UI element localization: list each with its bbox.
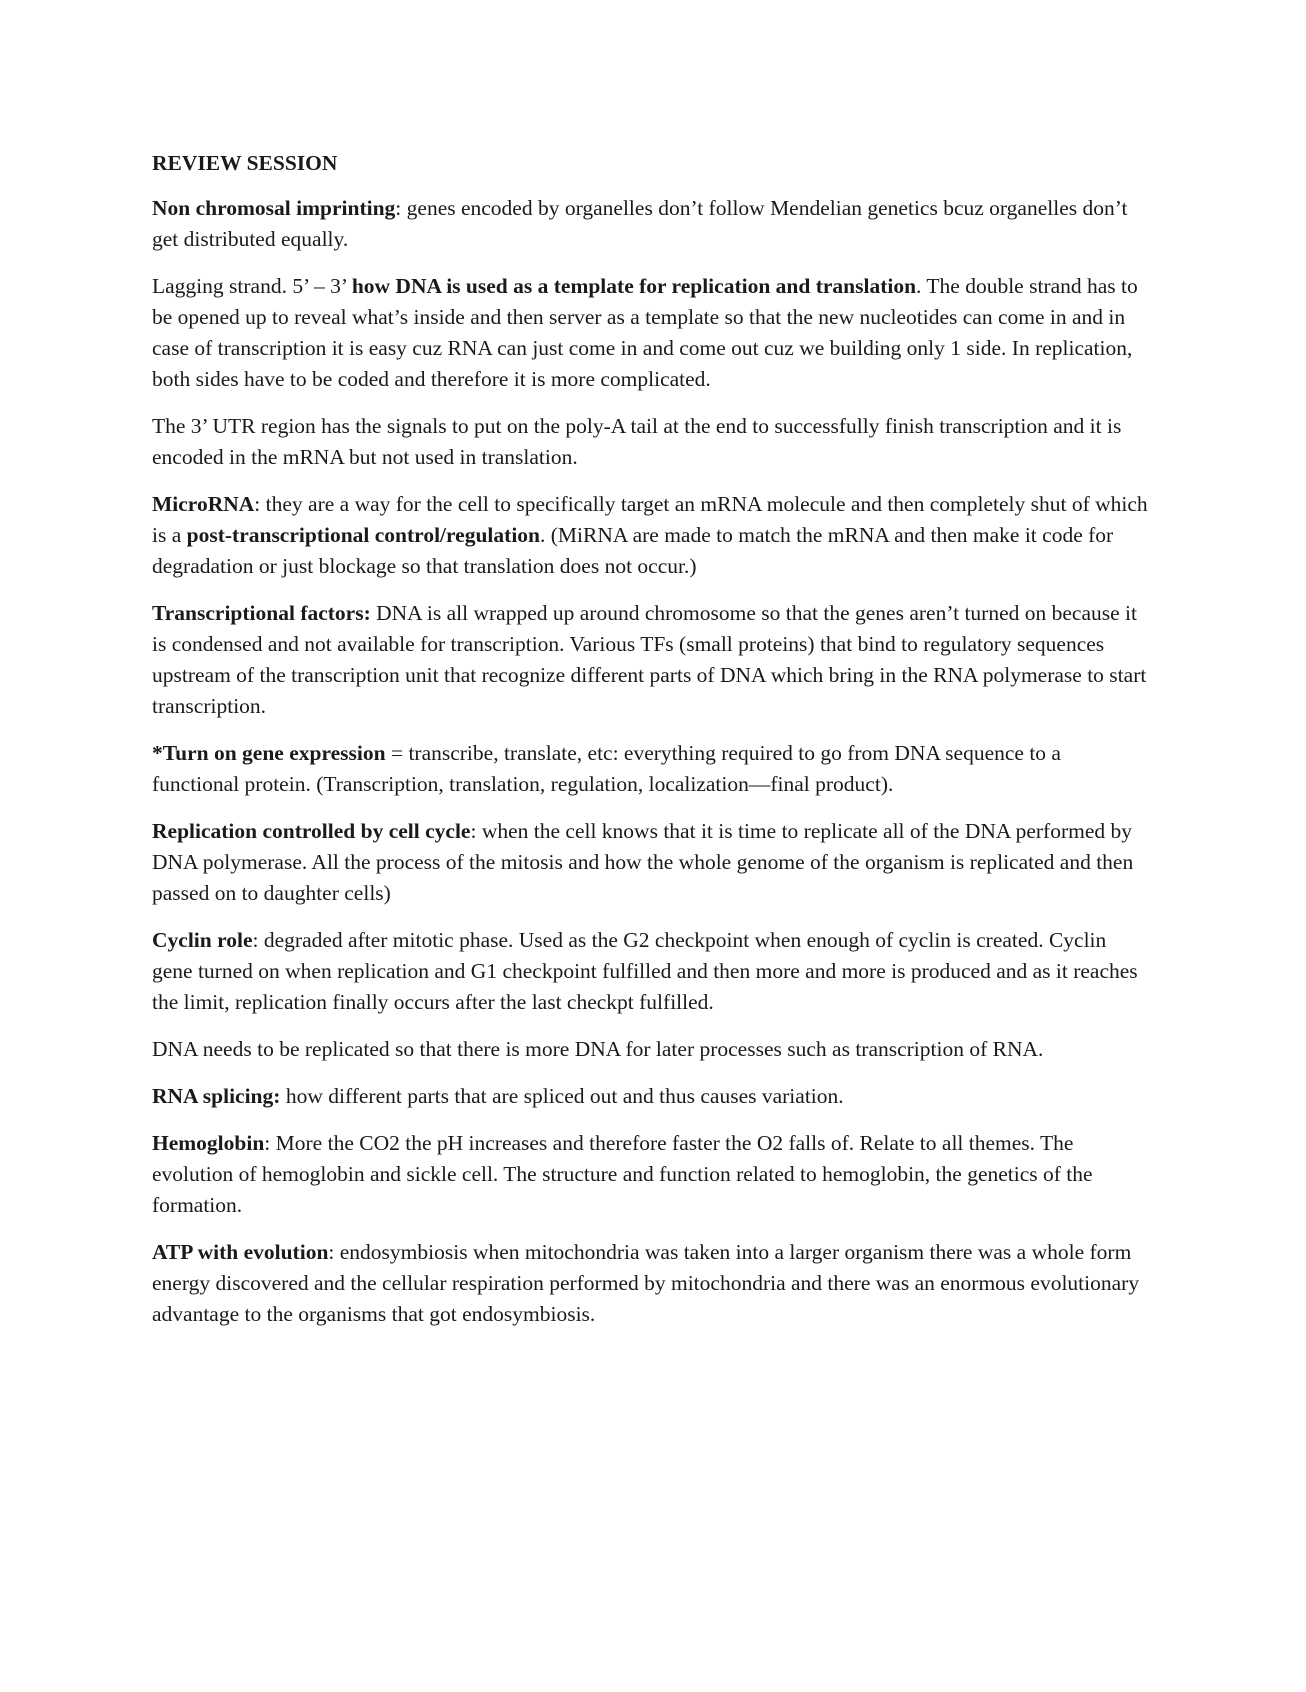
paragraph-text: how different parts that are spliced out and thus causes variation. xyxy=(280,1084,844,1108)
paragraph-non-chromosal-imprinting xyxy=(152,193,1152,255)
document-body xyxy=(152,148,1152,1346)
term-label: Hemoglobin xyxy=(152,1131,265,1155)
document-title: REVIEW SESSION xyxy=(152,151,338,175)
paragraph-lagging-strand xyxy=(152,271,1152,395)
paragraph-text: : when the cell knows that it is time to replicate all of the DNA performed by DNA polymerase. All the process of the mitosis and how the whole genome of the organism is replicated and then passed on to daughter cells) xyxy=(152,819,1134,905)
term-label: Cyclin role xyxy=(152,928,253,952)
paragraph-text: = transcribe, translate, etc: everything required to go from DNA sequence to a functional protein. (Transcription, translation, regulation, localization—final product). xyxy=(152,741,1061,796)
paragraph-text: : degraded after mitotic phase. Used as the G2 checkpoint when enough of cyclin is created. Cyclin gene turned on when replication and G1 checkpoint fulfilled and then more and more is produced and as it reaches the limit, replication finally occurs after the last checkpt fulfilled. xyxy=(152,928,1138,1014)
paragraph-cyclin-role xyxy=(152,925,1152,1018)
paragraph-text: DNA needs to be replicated so that there is more DNA for later processes such as transcription of RNA. xyxy=(152,1037,1044,1061)
paragraph-hemoglobin xyxy=(152,1128,1152,1221)
paragraph-text: : genes encoded by organelles don’t follow Mendelian genetics bcuz organelles don’t get distributed equally. xyxy=(152,196,1128,251)
paragraph-text: : More the CO2 the pH increases and therefore faster the O2 falls of. Relate to all themes. The evolution of hemoglobin and sickle cell. The structure and function related to hemoglobin, the genetics of the formation. xyxy=(152,1131,1093,1217)
paragraph-replication-cell-cycle xyxy=(152,816,1152,909)
term-label: *Turn on gene expression xyxy=(152,741,386,765)
paragraph-text: . The double strand has to be opened up to reveal what’s inside and then server as a template so that the new nucleotides can come in and in case of transcription it is easy cuz RNA can just come in and come out cuz we building only 1 side. In replication, both sides have to be coded and therefore it is more complicated. xyxy=(152,274,1138,391)
emphasis-text: how DNA is used as a template for replication and translation xyxy=(351,274,917,298)
emphasis-text: post-transcriptional control/regulation xyxy=(186,523,540,547)
paragraph-dna-replication-need xyxy=(152,1034,1152,1065)
paragraph-turn-on-gene-expression xyxy=(152,738,1152,800)
paragraph-text: The 3’ UTR region has the signals to put on the poly-A tail at the end to successfully finish transcription and it is encoded in the mRNA but not used in translation. xyxy=(152,414,1122,469)
paragraph-text: DNA is all wrapped up around chromosome so that the genes aren’t turned on because it is condensed and not available for transcription. Various TFs (small proteins) that bind to regulatory sequences upstream of the transcription unit that recognize different parts of DNA which bring in the RNA polymerase to start transcription. xyxy=(152,601,1147,718)
paragraph-atp-with-evolution xyxy=(152,1237,1152,1330)
paragraph-text: Lagging strand. 5’ – 3’ xyxy=(152,274,352,298)
term-label: Non chromosal imprinting xyxy=(152,196,396,220)
paragraph-microrna xyxy=(152,489,1152,582)
paragraph-text: . (MiRNA are made to match the mRNA and then make it code for degradation or just blockage so that translation does not occur.) xyxy=(152,523,1114,578)
term-label: Transcriptional factors: xyxy=(152,601,371,625)
term-label: MicroRNA xyxy=(152,492,255,516)
paragraph-transcriptional-factors xyxy=(152,598,1152,722)
paragraph-3-utr-region xyxy=(152,411,1152,473)
term-label: RNA splicing: xyxy=(152,1084,281,1108)
paragraph-text: : they are a way for the cell to specifically target an mRNA molecule and then completely shut of which is a xyxy=(152,492,1148,547)
term-label: ATP with evolution xyxy=(152,1240,329,1264)
term-label: Replication controlled by cell cycle xyxy=(152,819,471,843)
paragraph-text: : endosymbiosis when mitochondria was taken into a larger organism there was a whole form energy discovered and the cellular respiration performed by mitochondria and there was an enormous evolutionary advantage to the organisms that got endosymbiosis. xyxy=(152,1240,1140,1326)
paragraph-rna-splicing xyxy=(152,1081,1152,1112)
